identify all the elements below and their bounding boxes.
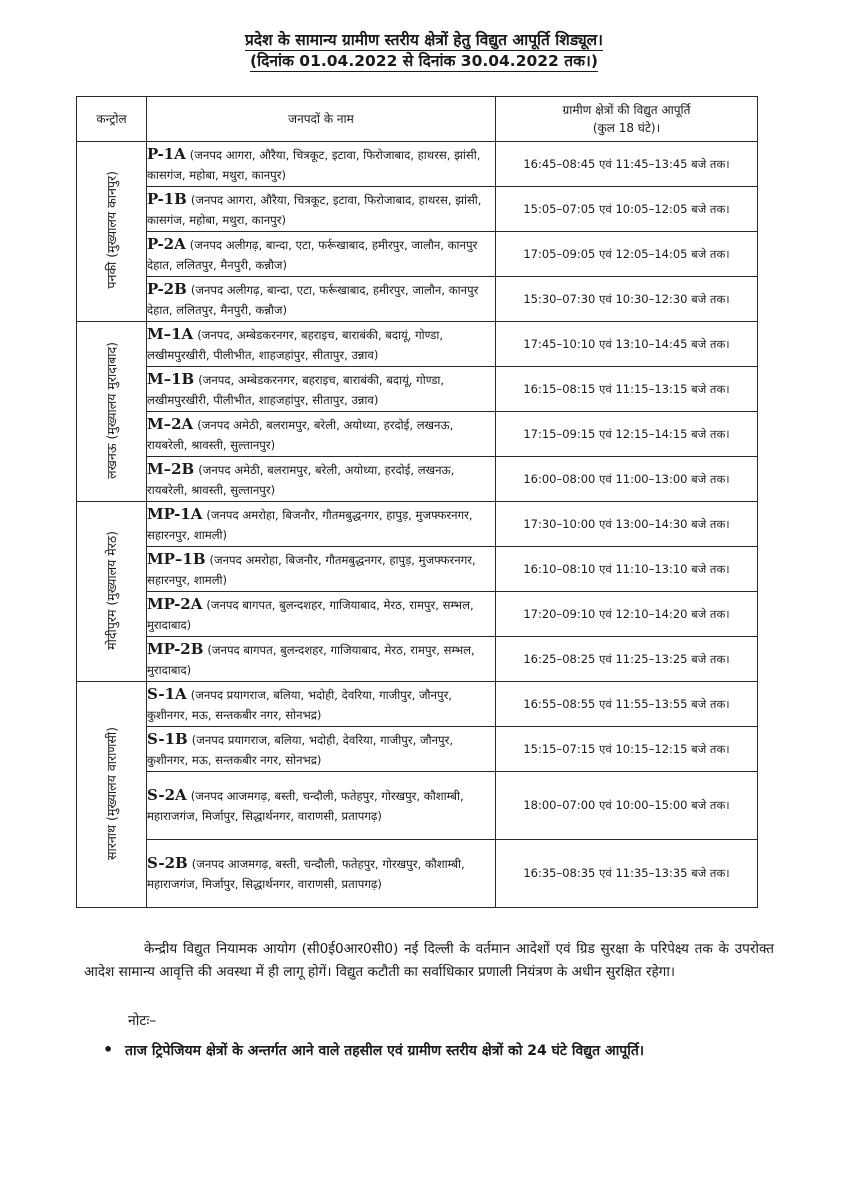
feeder-code: S-2B [147,854,188,872]
feeder-code: P-1B [147,189,187,208]
district-list: (जनपद, अम्बेडकरनगर, बहराइच, बाराबंकी, बदायूं, गोण्डा, लखीमपुरखीरी, पीलीभीत, शाहजहांपुर, सीतापुर, उन्नाव) [147,327,444,362]
district-list: (जनपद आजमगढ़, बस्ती, चन्दौली, फतेहपुर, गोरखपुर, कौशाम्बी, महाराजगंज, मिर्जापुर, सिद्धार्थनगर, वाराणसी, प्रतापगढ़) [147,789,464,823]
districts-cell [147,367,496,412]
feeder-code: S-2A [147,786,187,804]
supply-time-cell: 17:20–09:10 एवं 12:10–14:20 बजे तक। [496,592,758,637]
table-row [77,457,758,502]
district-list: (जनपद प्रयागराज, बलिया, भदोही, देवरिया, गाजीपुर, जौनपुर, कुशीनगर, मऊ, सन्तकबीर नगर, सोनभद्र) [147,732,454,767]
feeder-code: S-1A [147,684,187,703]
bullet-icon: • [103,1040,114,1059]
districts-cell [147,322,496,367]
table-row [77,682,758,727]
districts-cell [147,547,496,592]
district-list: (जनपद अमरोहा, बिजनौर, गौतमबुद्धनगर, हापुड़, मुजफ्फरनगर, सहारनपुर, शामली) [147,552,476,587]
note-bullet-item: • ताज ट्रिपेजियम क्षेत्रों के अन्तर्गत आने वाले तहसील एवं ग्रामीण स्तरीय क्षेत्रों को 24 घंटे विद्युत आपूर्ति। [103,1040,645,1059]
header-control: कन्ट्रोल [77,97,147,142]
district-list: (जनपद बागपत, बुलन्दशहर, गाजियाबाद, मेरठ, रामपुर, सम्भल, मुरादाबाद) [147,597,474,632]
table-row [77,277,758,322]
districts-cell [147,142,496,187]
feeder-code: MP-1A [147,504,203,523]
table-row [77,592,758,637]
date-range-subtitle: (दिनांक 01.04.2022 से दिनांक 30.04.2022 तक।) [250,52,598,70]
district-list: (जनपद प्रयागराज, बलिया, भदोही, देवरिया, गाजीपुर, जौनपुर, कुशीनगर, मऊ, सन्तकबीर नगर, सोनभद्र) [147,687,452,722]
table-row [77,547,758,592]
districts-cell [147,457,496,502]
feeder-code: M–2A [147,414,194,433]
power-supply-schedule-table [76,96,758,908]
supply-time-cell: 16:45–08:45 एवं 11:45–13:45 बजे तक। [496,142,758,187]
feeder-code: M–1A [147,324,194,343]
district-list: (जनपद, अम्बेडकरनगर, बहराइच, बाराबंकी, बदायूं, गोण्डा, लखीमपुरखीरी, पीलीभीत, शाहजहांपुर, सीतापुर, उन्नाव) [147,372,445,407]
feeder-code: MP–1B [147,549,206,568]
control-label: लखनऊ (मुख्यालय मुरादाबाद) [104,341,119,479]
supply-time-cell: 17:30–10:00 एवं 13:00–14:30 बजे तक। [496,502,758,547]
table-row [77,232,758,277]
supply-time-cell: 16:55–08:55 एवं 11:55–13:55 बजे तक। [496,682,758,727]
supply-time-cell: 16:10–08:10 एवं 11:10–13:10 बजे तक। [496,547,758,592]
table-row [77,142,758,187]
table-row [77,367,758,412]
table-row [77,502,758,547]
supply-time-cell: 16:15–08:15 एवं 11:15–13:15 बजे तक। [496,367,758,412]
districts-cell [147,232,496,277]
control-cell [77,502,147,682]
districts-cell [147,592,496,637]
districts-cell [147,637,496,682]
districts-cell [147,502,496,547]
supply-time-cell: 16:35–08:35 एवं 11:35–13:35 बजे तक। [496,840,758,908]
district-list: (जनपद आगरा, औरैया, चित्रकूट, इटावा, फिरोजाबाद, हाथरस, झांसी, कासगंज, महोबा, मथुरा, कानपुर) [147,147,481,182]
table-row [77,412,758,457]
district-list: (जनपद बागपत, बुलन्दशहर, गाजियाबाद, मेरठ, रामपुर, सम्भल, मुरादाबाद) [147,642,475,677]
supply-time-cell: 18:00–07:00 एवं 10:00–15:00 बजे तक। [496,772,758,840]
district-list: (जनपद अलीगढ़, बान्दा, एटा, फर्रूखाबाद, हमीरपुर, जालौन, कानपुर देहात, ललितपुर, मैनपुरी, कन्नौज) [147,237,478,272]
districts-cell [147,727,496,772]
header-supply: ग्रामीण क्षेत्रों की विद्युत आपूर्ति (कुल 18 घंटे)। [496,97,758,142]
control-label: सारनाथ (मुख्यालय वाराणसी) [104,726,119,860]
table-header-row [77,97,758,142]
districts-cell [147,187,496,232]
districts-cell [147,840,496,908]
feeder-code: S-1B [147,729,188,748]
feeder-code: P-2A [147,234,186,253]
supply-time-cell: 17:45–10:10 एवं 13:10–14:45 बजे तक। [496,322,758,367]
control-cell [77,142,147,322]
feeder-code: M–1B [147,369,195,388]
table-row [77,187,758,232]
supply-time-cell: 15:30–07:30 एवं 10:30–12:30 बजे तक। [496,277,758,322]
order-paragraph: केन्द्रीय विद्युत नियामक आयोग (सी0ई0आर0सी0) नई दिल्ली के वर्तमान आदेशों एवं ग्रिड सुरक्षा के परिपेक्ष्य तक के उपरोक्त आदेश सामान्य आवृत्ति की अवस्था में ही लागू होगें। विद्युत कटौती का सर्वाधिकार प्रणाली नियंत्रण के अधीन सुरक्षित रहेगा। [84,941,774,980]
supply-time-cell: 16:00–08:00 एवं 11:00–13:00 बजे तक। [496,457,758,502]
supply-time-cell: 15:05–07:05 एवं 10:05–12:05 बजे तक। [496,187,758,232]
table-row [77,840,758,908]
table-row [77,772,758,840]
control-cell [77,682,147,908]
feeder-code: P-1A [147,144,186,163]
districts-cell [147,277,496,322]
feeder-code: M–2B [147,459,195,478]
district-list: (जनपद अलीगढ़, बान्दा, एटा, फर्रूखाबाद, हमीरपुर, जालौन, कानपुर देहात, ललितपुर, मैनपुरी, कन्नौज) [147,282,479,317]
supply-time-cell: 16:25–08:25 एवं 11:25–13:25 बजे तक। [496,637,758,682]
districts-cell [147,772,496,840]
note-label: नोटः– [128,1013,157,1029]
document-title: प्रदेश के सामान्य ग्रामीण स्तरीय क्षेत्रों हेतु विद्युत आपूर्ति शिड्यूल। [244,31,604,49]
control-cell [77,322,147,502]
table-row [77,322,758,367]
header-districts: जनपदों के नाम [147,97,496,142]
district-list: (जनपद अमेठी, बलरामपुर, बरेली, अयोध्या, हरदोई, लखनऊ, रायबरेली, श्रावस्ती, सुल्तानपुर) [147,417,454,452]
district-list: (जनपद आगरा, औरैया, चित्रकूट, इटावा, फिरोजाबाद, हाथरस, झांसी, कासगंज, महोबा, मथुरा, कानपुर) [147,192,482,227]
districts-cell [147,682,496,727]
supply-time-cell: 17:15–09:15 एवं 12:15–14:15 बजे तक। [496,412,758,457]
supply-time-cell: 15:15–07:15 एवं 10:15–12:15 बजे तक। [496,727,758,772]
district-list: (जनपद अमेठी, बलरामपुर, बरेली, अयोध्या, हरदोई, लखनऊ, रायबरेली, श्रावस्ती, सुल्तानपुर) [147,462,455,497]
district-list: (जनपद अमरोहा, बिजनौर, गौतमबुद्धनगर, हापुड़, मुजफ्फरनगर, सहारनपुर, शामली) [147,507,473,542]
feeder-code: P-2B [147,279,187,298]
table-row [77,727,758,772]
control-label: पनकी (मुख्यालय कानपुर) [104,171,119,289]
district-list: (जनपद आजमगढ़, बस्ती, चन्दौली, फतेहपुर, गोरखपुर, कौशाम्बी, महाराजगंज, मिर्जापुर, सिद्धार्थनगर, वाराणसी, प्रतापगढ़) [147,857,465,891]
control-label: मोदीपुरम (मुख्यालय मेरठ) [104,530,119,650]
supply-time-cell: 17:05–09:05 एवं 12:05–14:05 बजे तक। [496,232,758,277]
feeder-code: MP-2B [147,639,204,658]
feeder-code: MP-2A [147,594,203,613]
districts-cell [147,412,496,457]
table-row [77,637,758,682]
